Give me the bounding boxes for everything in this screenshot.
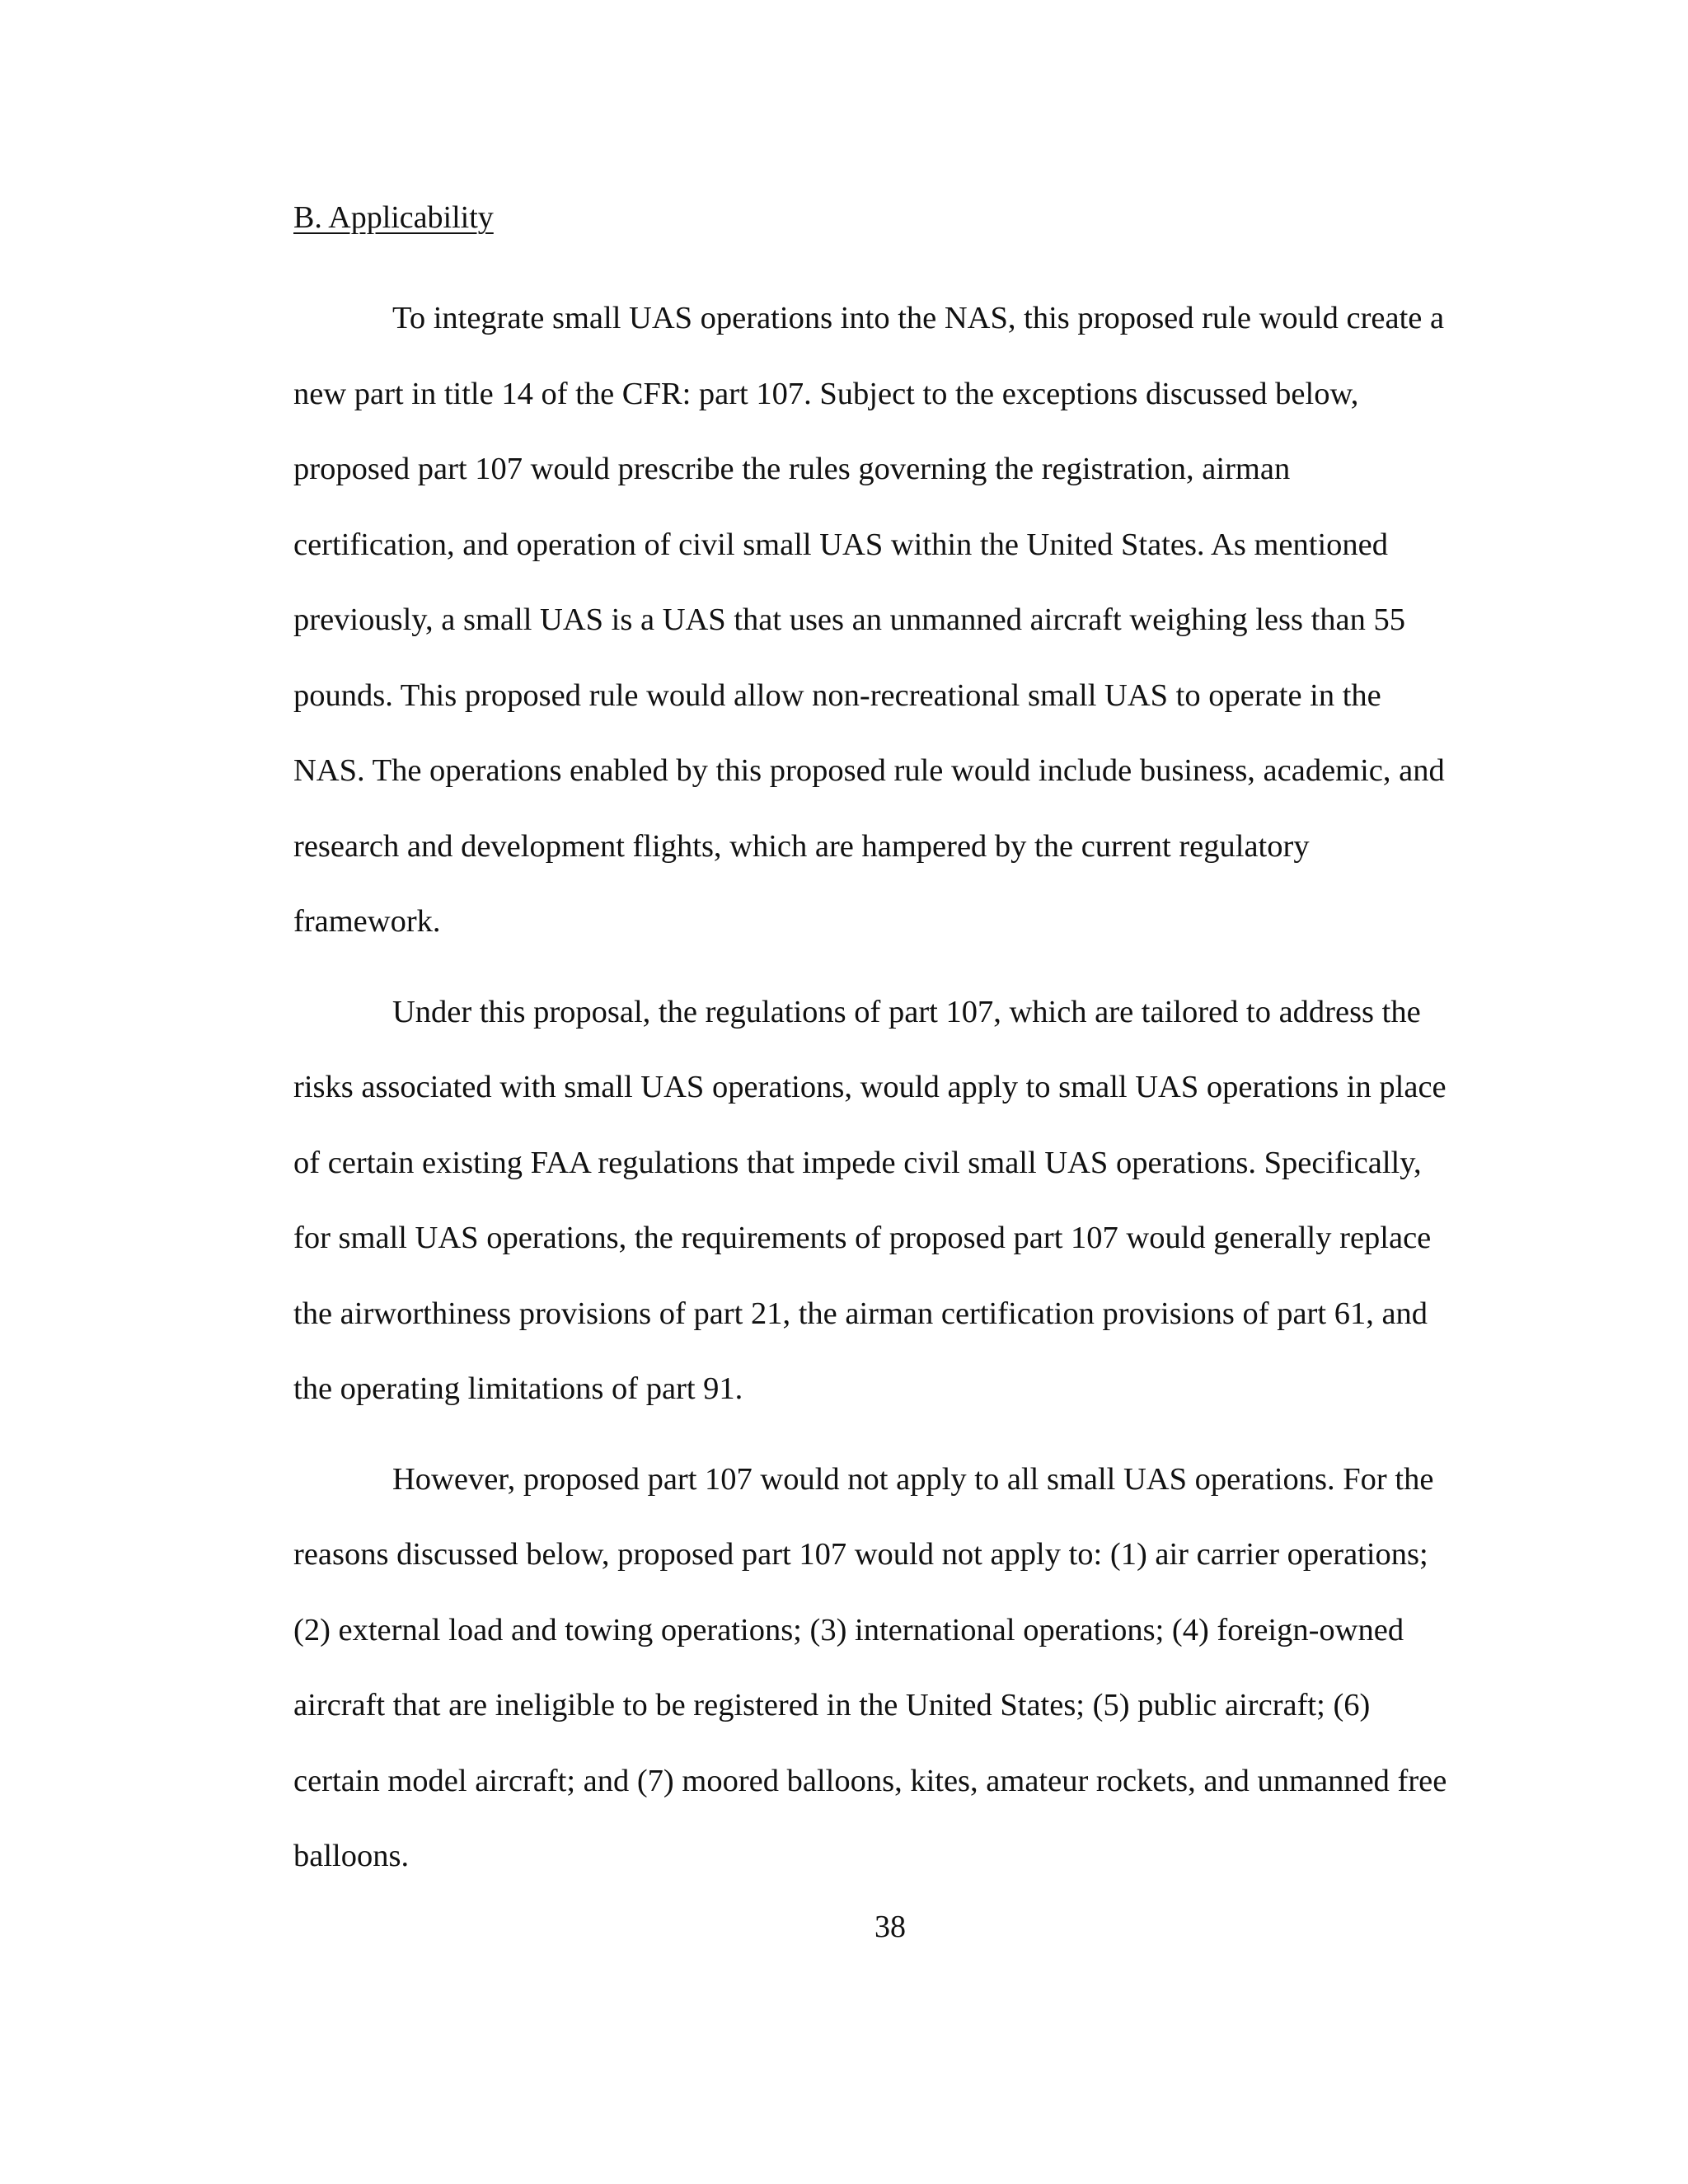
paragraph-line: balloons.: [293, 1839, 410, 1873]
paragraph-line: previously, a small UAS is a UAS that uses an unmanned aircraft weighing less than 55: [293, 602, 1406, 637]
paragraph-line: of certain existing FAA regulations that impede civil small UAS operations. Specifically,: [293, 1145, 1422, 1180]
paragraph-line: However, proposed part 107 would not apply to all small UAS operations. For the: [392, 1461, 1434, 1497]
paragraph-line: risks associated with small UAS operations, would apply to small UAS operations in place: [293, 1070, 1447, 1104]
paragraph-line: new part in title 14 of the CFR: part 107. Subject to the exceptions discussed below,: [293, 376, 1359, 411]
section-heading: B. Applicability: [293, 200, 494, 235]
paragraph-line: certain model aircraft; and (7) moored balloons, kites, amateur rockets, and unmanned free: [293, 1763, 1447, 1798]
paragraph-line: reasons discussed below, proposed part 107 would not apply to: (1) air carrier operations;: [293, 1537, 1428, 1572]
page-number: 38: [874, 1910, 906, 1944]
paragraph-line: Under this proposal, the regulations of part 107, which are tailored to address the: [392, 994, 1421, 1029]
paragraph-line: the airworthiness provisions of part 21, the airman certification provisions of part 61, and: [293, 1296, 1428, 1331]
paragraph-line: NAS. The operations enabled by this proposed rule would include business, academic, and: [293, 753, 1445, 788]
paragraph-line: aircraft that are ineligible to be registered in the United States; (5) public aircraft; (6): [293, 1688, 1371, 1722]
paragraph-1: [293, 281, 1480, 960]
paragraph-line: framework.: [293, 904, 441, 939]
paragraph-3: [293, 1442, 1480, 1895]
paragraph-line: the operating limitations of part 91.: [293, 1371, 743, 1406]
page-content: [293, 194, 1480, 1910]
paragraph-line: To integrate small UAS operations into the NAS, this proposed rule would create a: [392, 301, 1445, 335]
paragraph-line: certification, and operation of civil small UAS within the United States. As mentioned: [293, 527, 1388, 562]
paragraph-line: proposed part 107 would prescribe the rules governing the registration, airman: [293, 452, 1291, 486]
paragraph-line: pounds. This proposed rule would allow non-recreational small UAS to operate in the: [293, 677, 1381, 713]
paragraph-line: (2) external load and towing operations; (3) international operations; (4) foreign-owned: [293, 1612, 1404, 1647]
paragraph-2: [293, 975, 1480, 1427]
paragraph-line: research and development flights, which are hampered by the current regulatory: [293, 828, 1310, 864]
paragraph-line: for small UAS operations, the requirements of proposed part 107 would generally replace: [293, 1221, 1432, 1255]
